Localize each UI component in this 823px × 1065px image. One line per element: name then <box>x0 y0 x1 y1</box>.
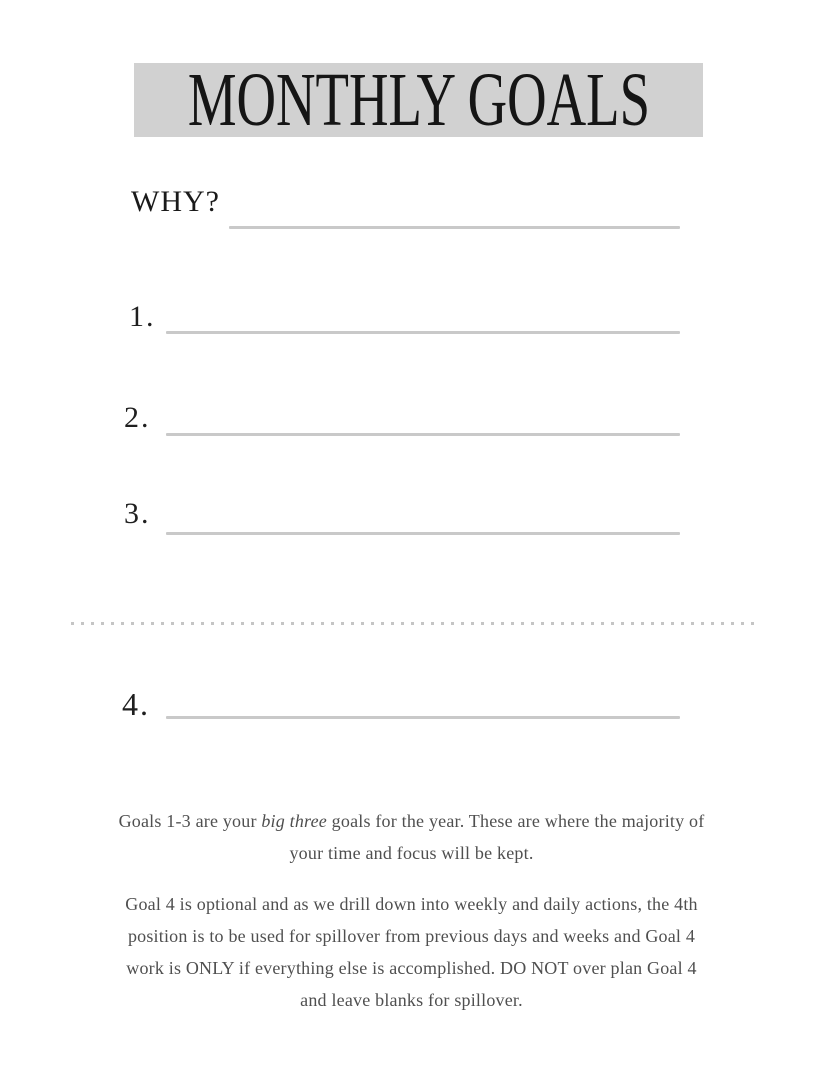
note-goal-4-line-2: position is to be used for spillover from previous days and weeks and Goal 4 <box>127 926 696 946</box>
goal-3-line <box>166 532 680 535</box>
title-banner <box>134 58 703 142</box>
note-big-three <box>0 805 823 869</box>
goal-2-line <box>166 433 680 436</box>
note-text: goals for the year. These are where the majority of <box>326 811 705 831</box>
note-goal-4-line-3: work is ONLY if everything else is accomplished. DO NOT over plan Goal 4 <box>126 958 697 978</box>
note-big-three-line-1 <box>0 805 823 837</box>
goal-1-line <box>166 331 680 334</box>
goal-1-number: 1. <box>129 300 156 333</box>
goal-4-line <box>166 716 680 719</box>
note-text: Goals 1-3 are your <box>118 811 262 831</box>
note-text-italic: big three <box>261 811 327 831</box>
goal-2-number: 2. <box>124 401 151 434</box>
note-big-three-line-2: your time and focus will be kept. <box>289 843 534 863</box>
note-goal-4-line-1: Goal 4 is optional and as we drill down into weekly and daily actions, the 4th <box>125 894 698 914</box>
why-answer-line <box>229 226 680 229</box>
note-goal-4 <box>0 888 823 1016</box>
section-divider <box>71 622 761 625</box>
goal-4-number: 4. <box>122 686 150 722</box>
note-goal-4-line-4: and leave blanks for spillover. <box>300 990 523 1010</box>
page-title: MONTHLY GOALS <box>187 58 650 142</box>
goal-3-number: 3. <box>124 497 151 530</box>
why-label: WHY? <box>131 185 220 218</box>
